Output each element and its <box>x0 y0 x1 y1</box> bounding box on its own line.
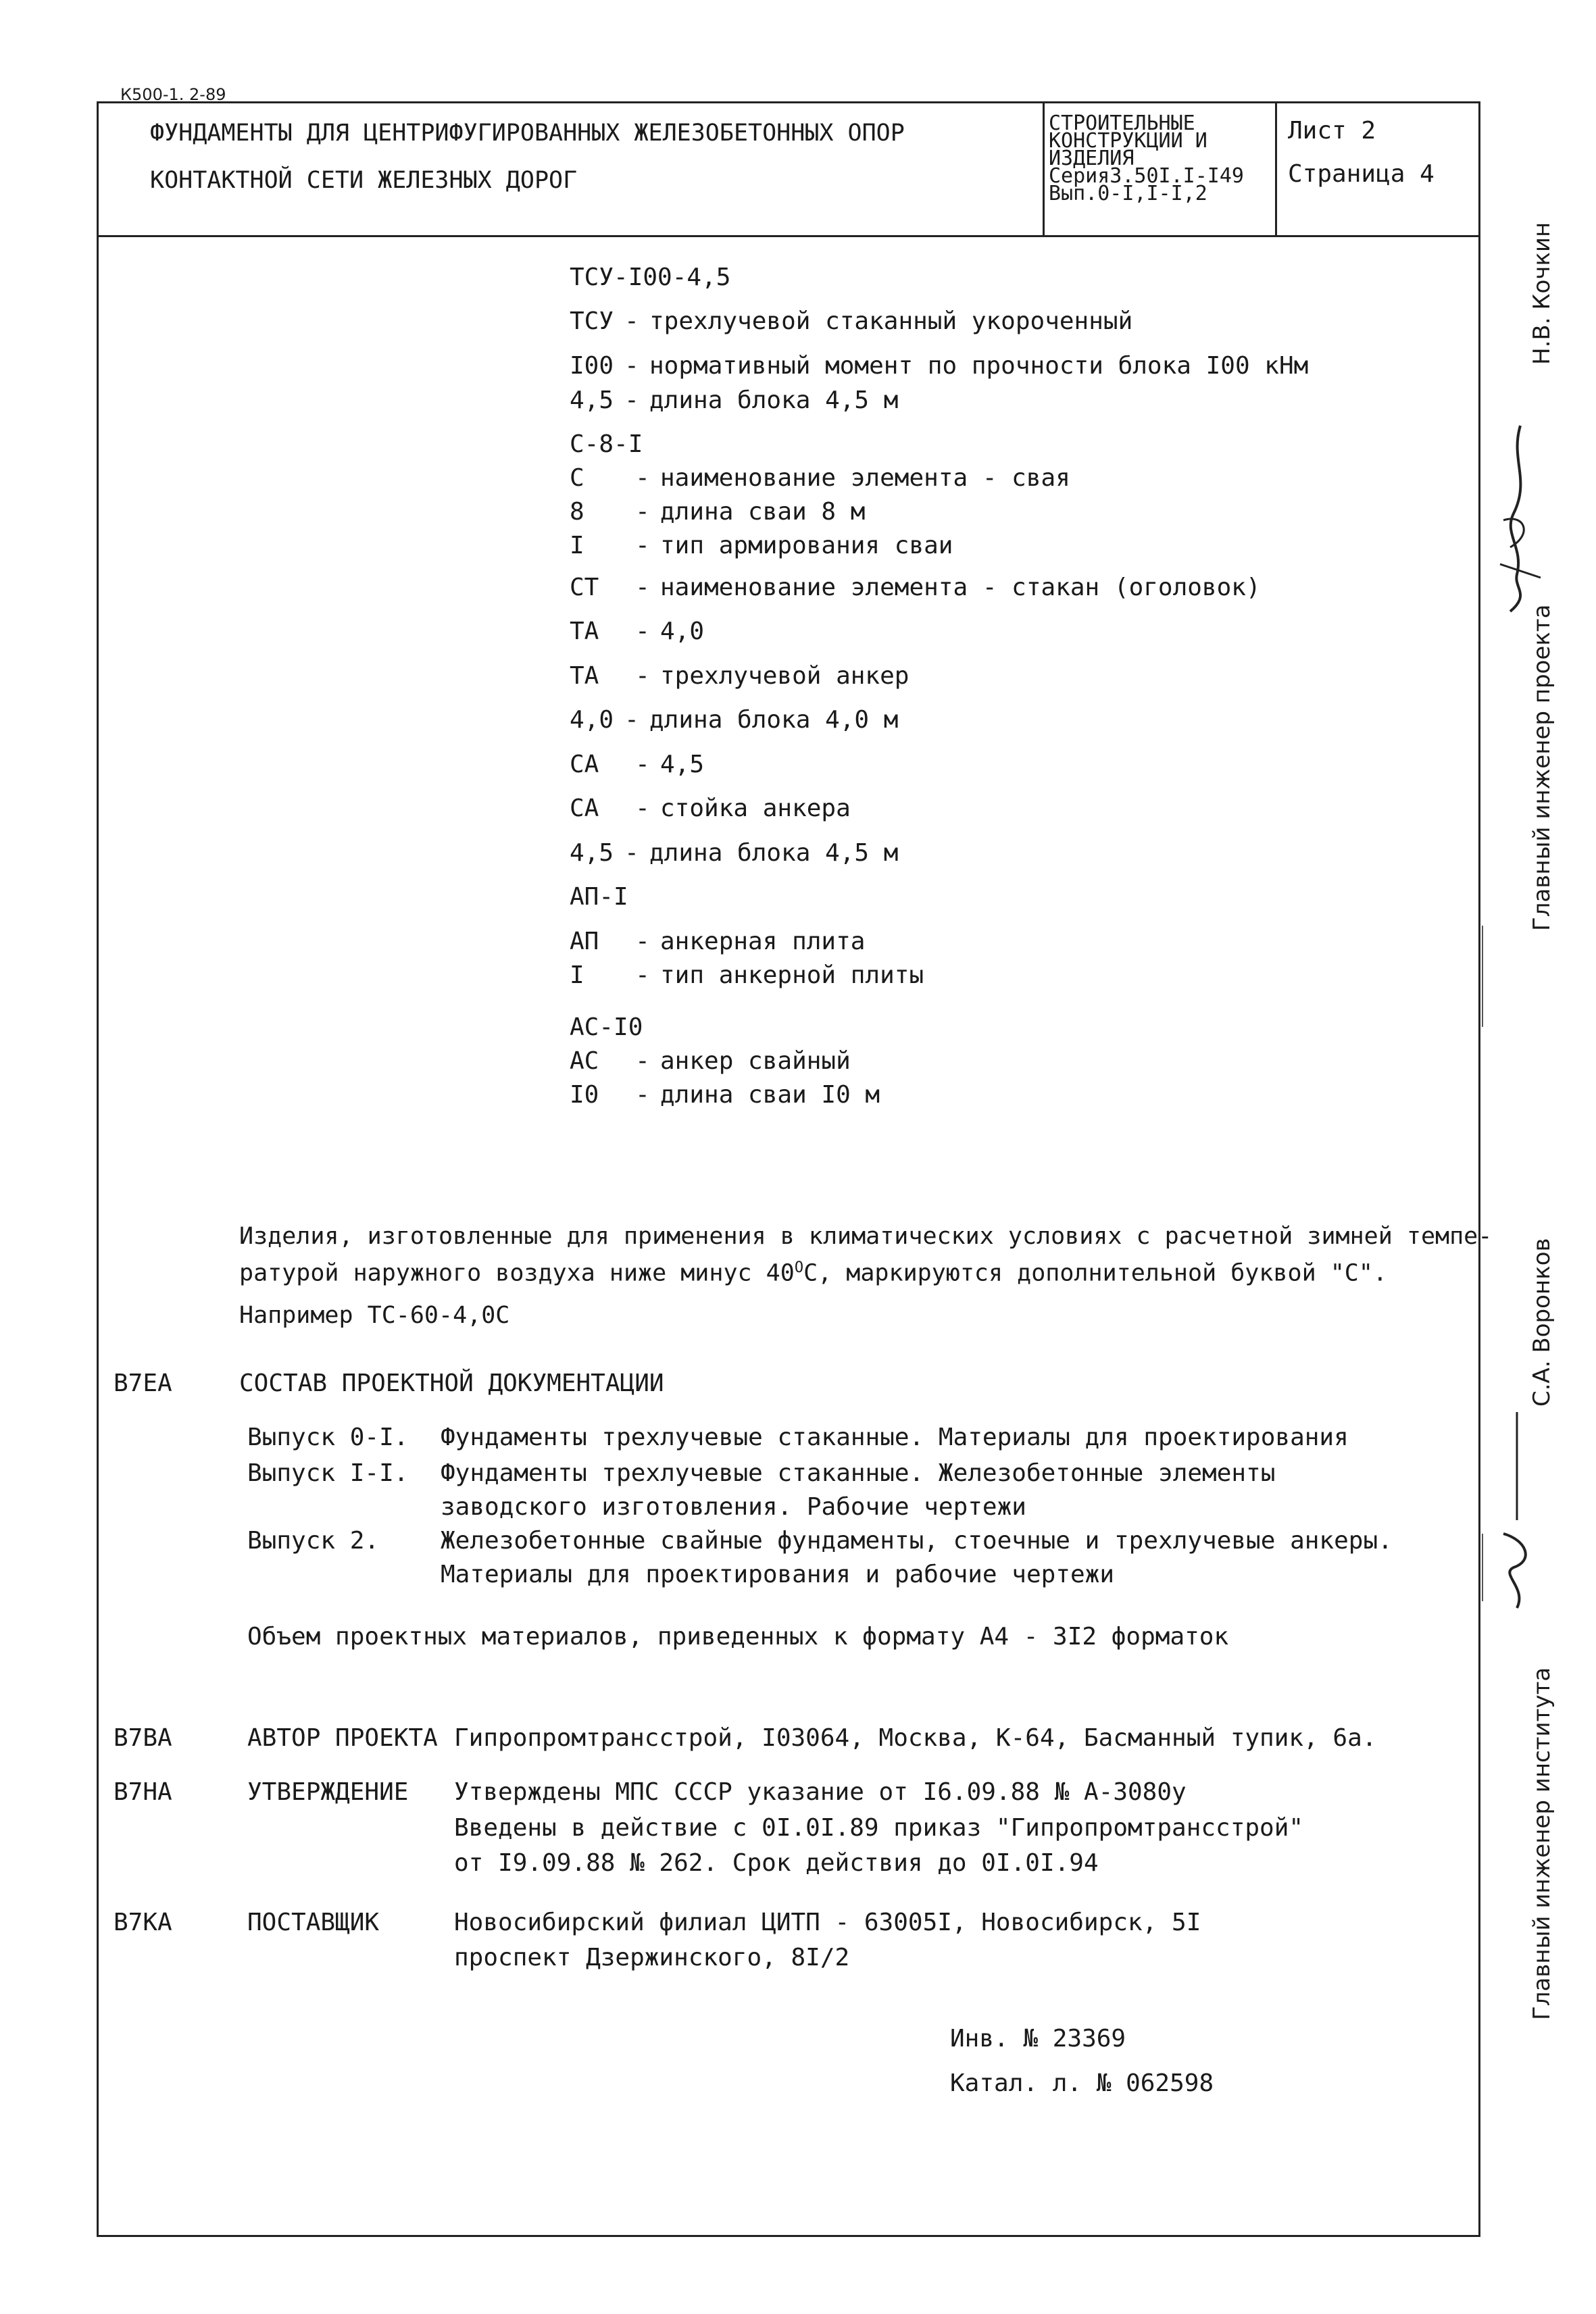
designation-row: ТА - трехлучевой анкер <box>570 662 909 690</box>
chief-institute-engineer-label: Главный инженер института <box>1528 1667 1555 2020</box>
header-divider <box>97 235 1480 237</box>
issue-text: Железобетонные свайные фундаменты, стоечные и трехлучевые анкеры. <box>441 1527 1393 1555</box>
designation-row: СА - 4,5 <box>570 751 705 778</box>
designation-row: 4,5 - длина блока 4,5 м <box>570 839 899 867</box>
signature-voronkov <box>1487 1405 1547 1615</box>
series-line: Вып.0-I,I-I,2 <box>1049 182 1207 205</box>
section-code: В7ВА <box>114 1724 172 1752</box>
issue-text: заводского изготовления. Рабочие чертежи <box>441 1493 1026 1521</box>
climate-note-line-1: Изделия, изготовленные для применения в климатических условиях с расчетной зимней темпе- <box>239 1223 1493 1250</box>
designation-row: 8 - длина сваи 8 м <box>570 498 866 526</box>
header-col-divider-2 <box>1275 101 1277 236</box>
issue-label: Выпуск I-I. <box>247 1459 409 1487</box>
designation-row: 4,0 - длина блока 4,0 м <box>570 706 899 734</box>
margin-tick <box>1482 1534 1483 1601</box>
designation-row: АП - анкерная плита <box>570 928 866 955</box>
sheet-number: Лист 2 <box>1288 117 1376 145</box>
signature-kochkin <box>1483 419 1557 615</box>
issue-label: Выпуск 0-I. <box>247 1424 409 1451</box>
series-line: СТРОИТЕЛЬНЫЕ <box>1049 111 1195 135</box>
designation-row: I00 - нормативный момент по прочности блока I00 кНм <box>570 352 1309 380</box>
section-label: ПОСТАВЩИК <box>247 1909 380 1936</box>
designation-row: СТ - наименование элемента - стакан (оголовок) <box>570 574 1261 601</box>
chief-project-engineer-name: Н.В. Кочкин <box>1528 222 1555 365</box>
section-code: В7НА <box>114 1778 172 1806</box>
title-line-1: ФУНДАМЕНТЫ ДЛЯ ЦЕНТРИФУГИРОВАННЫХ ЖЕЛЕЗОБЕТОННЫХ ОПОР <box>150 120 905 147</box>
title-line-2: КОНТАКТНОЙ СЕТИ ЖЕЛЕЗНЫХ ДОРОГ <box>150 167 578 194</box>
volume-note: Объем проектных материалов, приведенных к формату А4 - 3I2 форматок <box>247 1623 1229 1651</box>
inventory-number: Инв. № 23369 <box>950 2025 1126 2053</box>
section-text: проспект Дзержинского, 8I/2 <box>454 1944 850 1971</box>
designation-row: ТСУ-I00-4,5 <box>570 263 731 291</box>
chief-institute-engineer-name: С.А. Воронков <box>1528 1238 1555 1407</box>
series-line: КОНСТРУКЦИИ И <box>1049 129 1207 153</box>
designation-row: С-8-I <box>570 430 643 458</box>
section-heading: СОСТАВ ПРОЕКТНОЙ ДОКУМЕНТАЦИИ <box>239 1369 664 1397</box>
designation-row: С - наименование элемента - свая <box>570 464 1070 492</box>
designation-row: ТСУ - трехлучевой стаканный укороченный <box>570 307 1133 335</box>
designation-row: I0 - длина сваи I0 м <box>570 1081 880 1109</box>
designation-row: ТА - 4,0 <box>570 618 705 645</box>
climate-note-example: Например ТС-60-4,0С <box>239 1302 510 1329</box>
issue-text: Материалы для проектирования и рабочие чертежи <box>441 1561 1114 1588</box>
document-code: К500-1. 2-89 <box>120 85 226 104</box>
designation-row: I - тип анкерной плиты <box>570 961 924 989</box>
section-code: В7КА <box>114 1909 172 1936</box>
header-col-divider-1 <box>1043 101 1045 236</box>
designation-row: СА - стойка анкера <box>570 795 851 822</box>
issue-text: Фундаменты трехлучевые стаканные. Материалы для проектирования <box>441 1424 1349 1451</box>
series-line: ИЗДЕЛИЯ <box>1049 147 1134 170</box>
page-number: Страница 4 <box>1288 160 1435 188</box>
series-block <box>1049 111 1244 205</box>
margin-tick <box>1482 926 1483 1027</box>
section-text: Утверждены МПС СССР указание от I6.09.88 № А-3080у <box>454 1778 1187 1806</box>
chief-project-engineer-label: Главный инженер проекта <box>1528 604 1555 931</box>
catalog-number: Катал. л. № 062598 <box>950 2069 1214 2097</box>
section-text: Введены в действие с 0I.0I.89 приказ "Гипропромтрансстрой" <box>454 1814 1304 1842</box>
section-text: Новосибирский филиал ЦИТП - 63005I, Новосибирск, 5I <box>454 1909 1201 1936</box>
designation-row: I - тип армирования сваи <box>570 532 953 559</box>
designation-row: 4,5 - длина блока 4,5 м <box>570 386 899 414</box>
designation-row: АП-I <box>570 883 628 911</box>
designation-row: АС-I0 <box>570 1013 643 1041</box>
section-label: АВТОР ПРОЕКТА <box>247 1724 438 1752</box>
section-text: Гипропромтрансстрой, I03064, Москва, К-64, Басманный тупик, 6а. <box>454 1724 1377 1752</box>
climate-note-line-2: ратурой наружного воздуха ниже минус $40^ОС$, маркируются дополнительной буквой "С". <box>239 1259 1388 1287</box>
issue-label: Выпуск 2. <box>247 1527 380 1555</box>
issue-text: Фундаменты трехлучевые стаканные. Железобетонные элементы <box>441 1459 1276 1487</box>
section-code: В7ЕА <box>114 1369 172 1397</box>
section-text: от I9.09.88 № 262. Срок действия до 0I.0I.94 <box>454 1849 1099 1877</box>
series-line: Серия3.50I.I-I49 <box>1049 164 1244 188</box>
section-label: УТВЕРЖДЕНИЕ <box>247 1778 409 1806</box>
designation-row: АС - анкер свайный <box>570 1047 851 1075</box>
